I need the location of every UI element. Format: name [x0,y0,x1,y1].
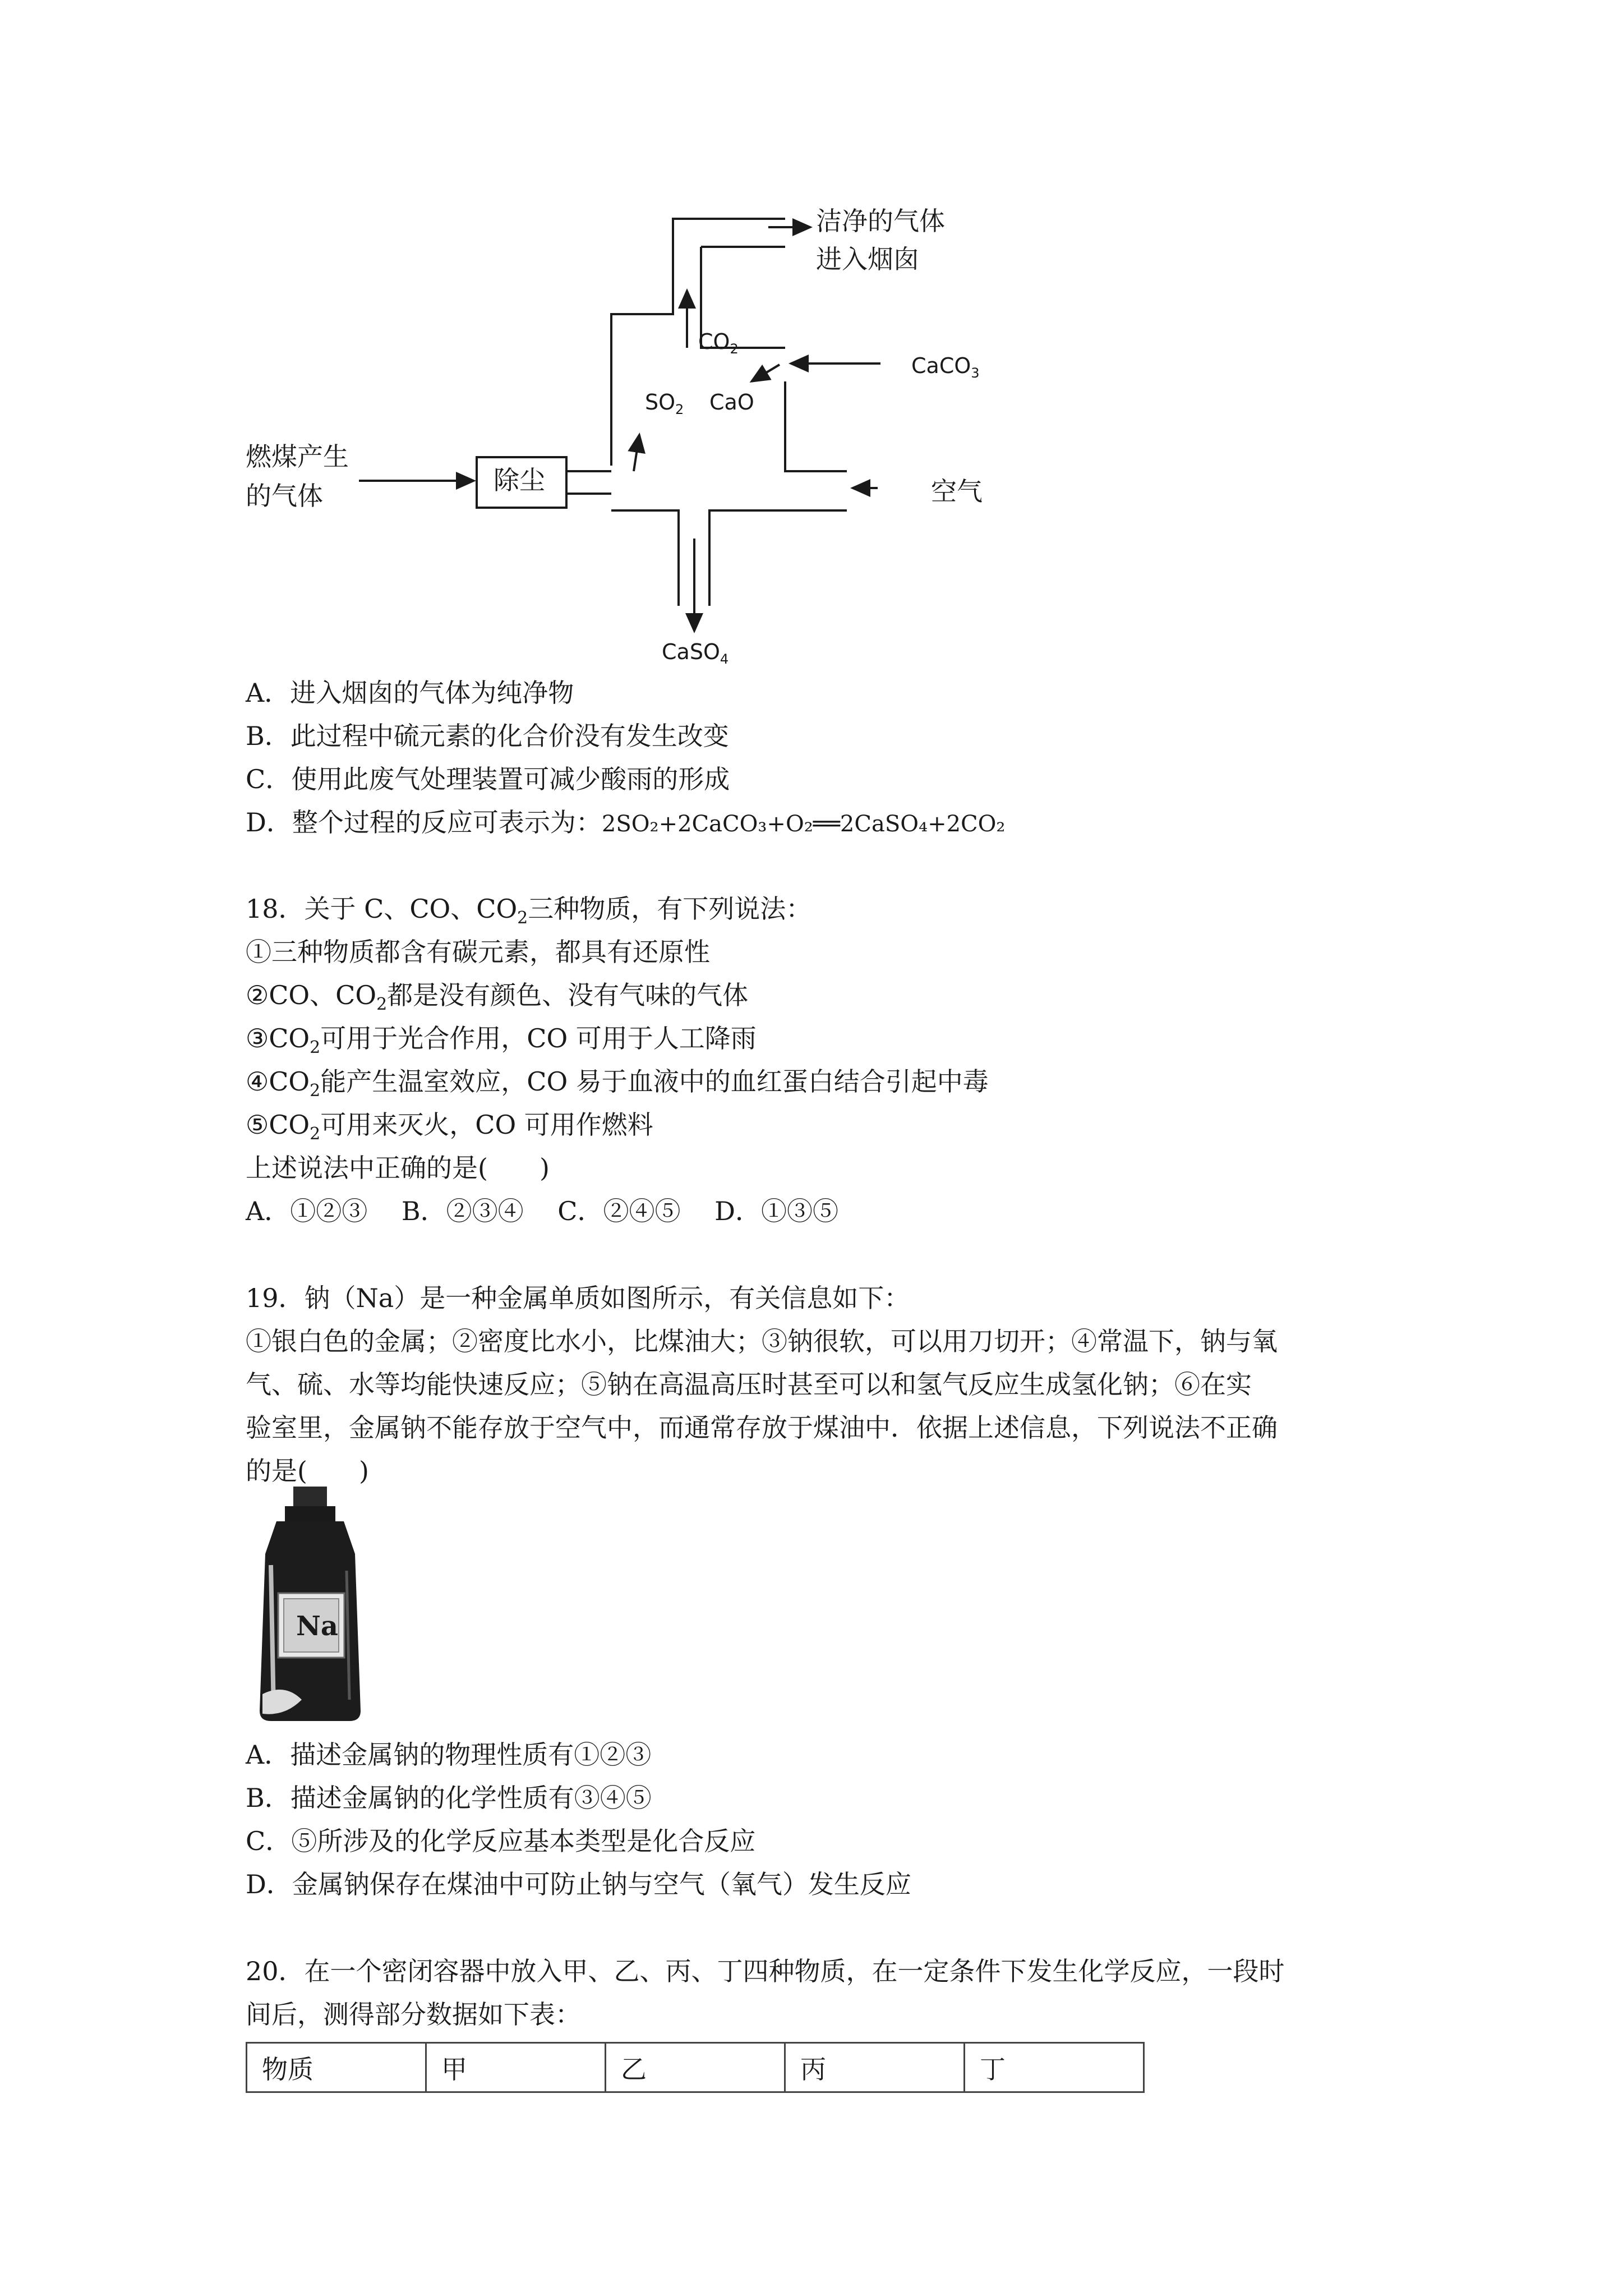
q18-statement-3: $③CO_2$可用于光合作用，CO 可用于人工降雨 [246,1023,757,1057]
q17-option-c: C．使用此废气处理装置可减少酸雨的形成 [246,764,730,794]
table-header-cell: 乙 [606,2043,785,2092]
q19-line-3: 气、硫、水等均能快速反应；⑤钠在高温高压时甚至可以和氢气反应生成氢化钠；⑥在实 [246,1369,1252,1400]
desulfurization-diagram [236,185,1021,679]
q20-line-2: 间后，测得部分数据如下表： [246,1999,581,2030]
input-gas-label-2: 的气体 [246,481,323,511]
q19-line-2: ①银白色的金属；②密度比水小，比煤油大；③钠很软，可以用刀切开；④常温下，钠与氧 [246,1326,1278,1356]
table-header-cell: 丙 [785,2043,965,2092]
q19-option-a: A．描述金属钠的物理性质有①②③ [246,1740,652,1770]
dust-removal-label: 除尘 [494,465,545,495]
input-gas-label-1: 燃煤产生 [246,441,349,472]
q19-option-b: B．描述金属钠的化学性质有③④⑤ [246,1783,652,1813]
flow-arrows [359,227,880,631]
q18-statement-5: $⑤CO_2$可用来灭火，CO 可用作燃料 [246,1110,653,1144]
q19-option-d: D．金属钠保存在煤油中可防止钠与空气（氧气）发生反应 [246,1869,911,1899]
q18-statement-1: ①三种物质都含有碳元素，都具有还原性 [246,937,710,967]
q20-data-table [246,2042,1145,2093]
q17-option-a: A．进入烟囱的气体为纯净物 [246,678,574,708]
co2-label: $CO_2$ [698,329,739,357]
q18-options: A．①②③ B．②③④ C．②④⑤ D．①③⑤ [246,1196,838,1226]
q19-line-1: 19．钠（Na）是一种金属单质如图所示，有关信息如下： [246,1283,910,1313]
sodium-bottle-image [251,1487,369,1722]
q18-stem: 18．关于 C、CO、$CO_2$三种物质，有下列说法： [246,894,812,928]
q17-option-d: D．整个过程的反应可表示为：2SO₂+2CaCO₃+O₂══2CaSO₄+2CO₂ [246,807,1006,838]
q19-option-c: C．⑤所涉及的化学反应基本类型是化合反应 [246,1826,756,1856]
caso4-label: CaSO$_4$ [662,639,729,667]
q18-ask: 上述说法中正确的是( ) [246,1153,550,1183]
clean-gas-label-2: 进入烟囱 [816,244,919,274]
table-header-cell: 物质 [247,2043,426,2092]
q19-line-5: 的是( ) [246,1456,369,1486]
clean-gas-label-1: 洁净的气体 [816,206,945,236]
q18-statement-4: $④CO_2$能产生温室效应，CO 易于血液中的血红蛋白结合引起中毒 [246,1066,989,1101]
q20-line-1: 20．在一个密闭容器中放入甲、乙、丙、丁四种物质，在一定条件下发生化学反应，一段时 [246,1956,1285,1986]
table-row [247,2043,1144,2092]
q17-option-b: B．此过程中硫元素的化合价没有发生改变 [246,721,729,751]
cao-label: CaO [709,390,754,415]
so2-label: $SO_2$ [645,390,684,417]
table-header-cell: 甲 [426,2043,606,2092]
bottle-label: Na [296,1611,338,1642]
table-header-cell: 丁 [965,2043,1144,2092]
air-label: 空气 [931,476,983,507]
q19-line-4: 验室里，金属钠不能存放于空气中，而通常存放于煤油中．依据上述信息，下列说法不正确 [246,1412,1278,1443]
caco3-label: CaCO$_3$ [911,353,980,381]
q18-statement-2: ②CO、$CO_2$都是没有颜色、没有气味的气体 [246,980,749,1014]
